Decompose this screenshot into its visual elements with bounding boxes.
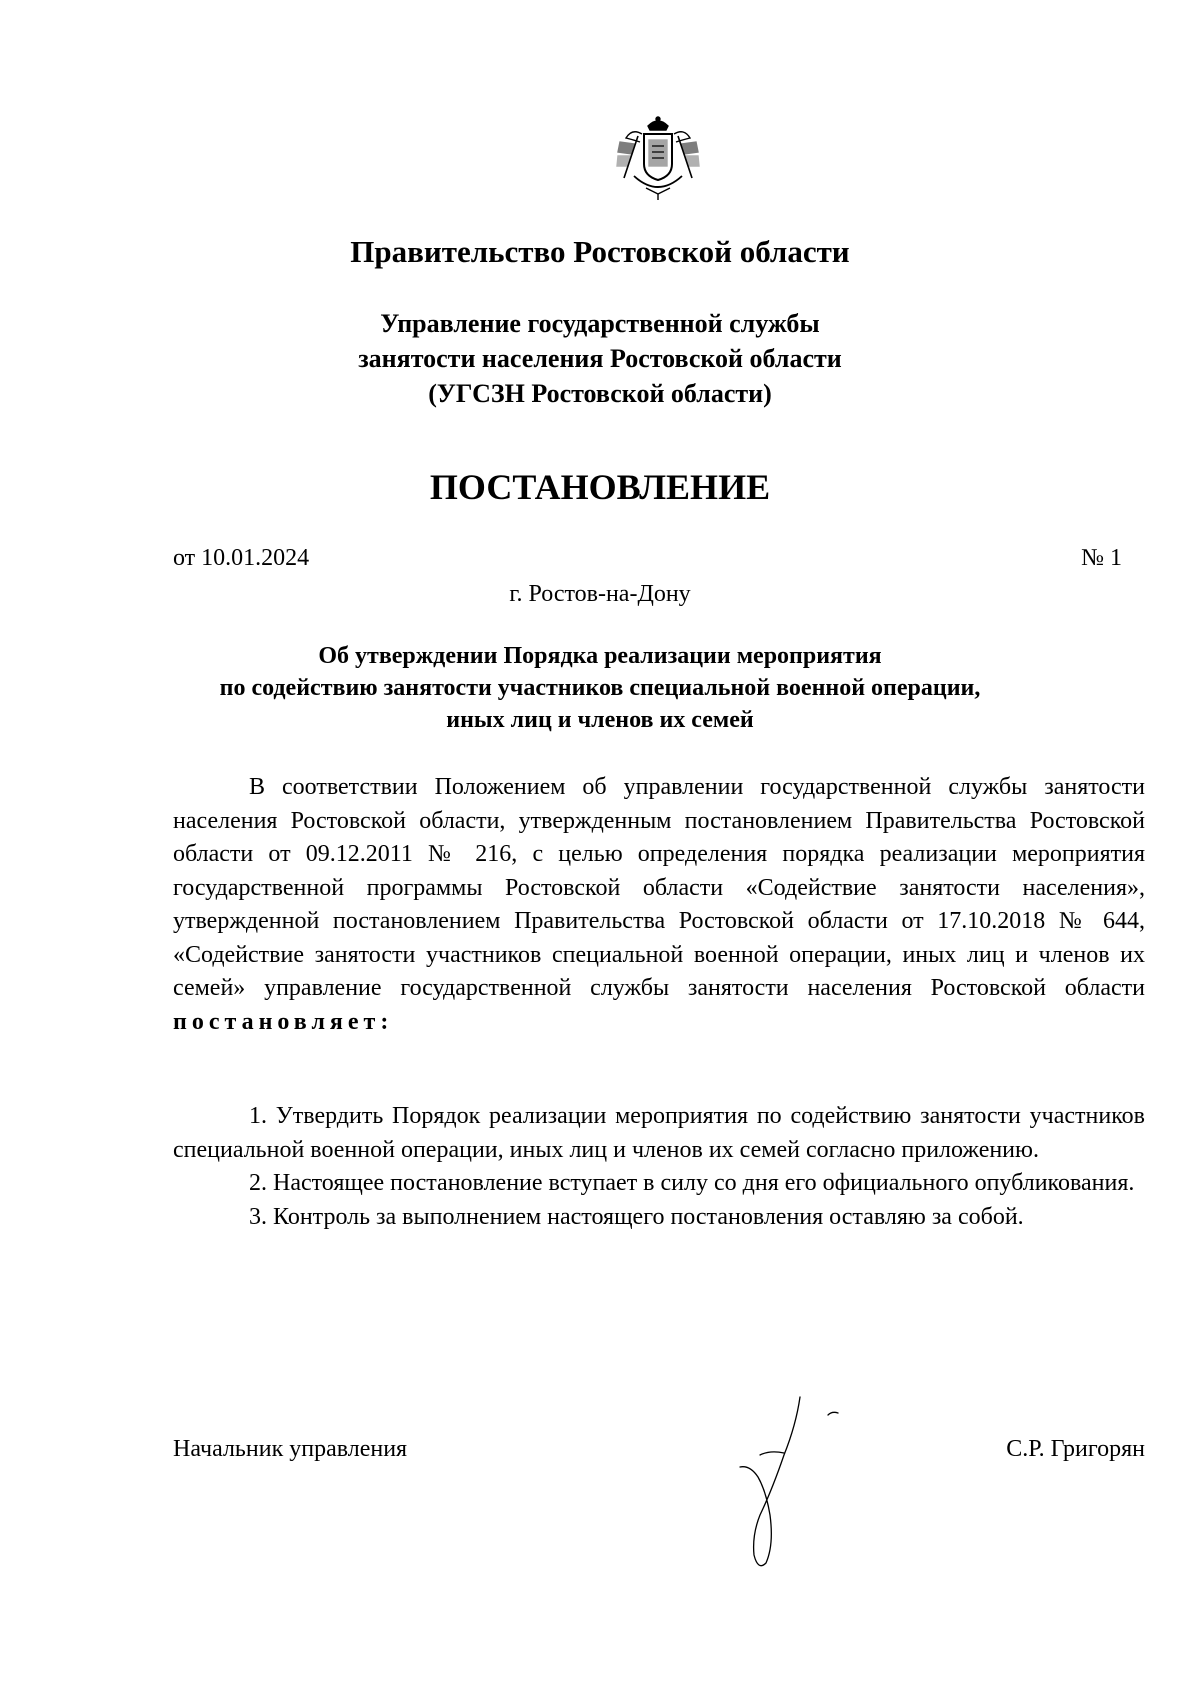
preamble-text: В соответствии Положением об управлении государственной службы занятости населения Ростовской области, утвержденным постановлением Правительства Ростовской области от 09.12.2011 № 216, с целью определения порядка реализации мероприятия государственной программы Ростовской области «Содействие занятости населения», утвержденной постановлением Правительства Ростовской области от 17.10.2018 № 644, «Содействие занятости участников специальной военной операции, иных лиц и членов их семей» управление государственной службы занятости населения Ростовской области: [173, 774, 1145, 1001]
agency-name: [0, 306, 1200, 411]
resolves-word: постановляет:: [173, 1008, 394, 1035]
subject-line: Об утверждении Порядка реализации мероприятия: [318, 643, 882, 669]
list-item: 2. Настоящее постановление вступает в силу со дня его официального опубликования.: [249, 1170, 1135, 1196]
coat-of-arms-icon: [612, 116, 704, 202]
subject-line: иных лиц и членов их семей: [446, 707, 754, 733]
resolution-items: [173, 1100, 1145, 1234]
signer-name: С.Р. Григорян: [1006, 1436, 1145, 1462]
document-date: от 10.01.2024: [173, 545, 310, 571]
preamble-paragraph: [173, 771, 1145, 1039]
agency-line: занятости населения Ростовской области: [358, 344, 842, 373]
agency-line: Управление государственной службы: [380, 309, 820, 338]
signer-position: Начальник управления: [173, 1436, 408, 1462]
signature-icon: [700, 1395, 860, 1575]
agency-line: (УГСЗН Ростовской области): [428, 379, 772, 408]
subject-line: по содействию занятости участников специальной военной операции,: [219, 675, 981, 701]
government-title: Правительство Ростовской области: [350, 234, 850, 269]
document-subject: [0, 640, 1200, 736]
document-city: г. Ростов-на-Дону: [509, 581, 691, 607]
list-item: 1. Утвердить Порядок реализации мероприятия по содействию занятости участников специальной военной операции, иных лиц и членов их семей согласно приложению.: [173, 1103, 1145, 1163]
list-item: 3. Контроль за выполнением настоящего постановления оставляю за собой.: [249, 1203, 1024, 1230]
document-number: № 1: [1081, 545, 1122, 571]
document-type: ПОСТАНОВЛЕНИЕ: [429, 467, 771, 507]
